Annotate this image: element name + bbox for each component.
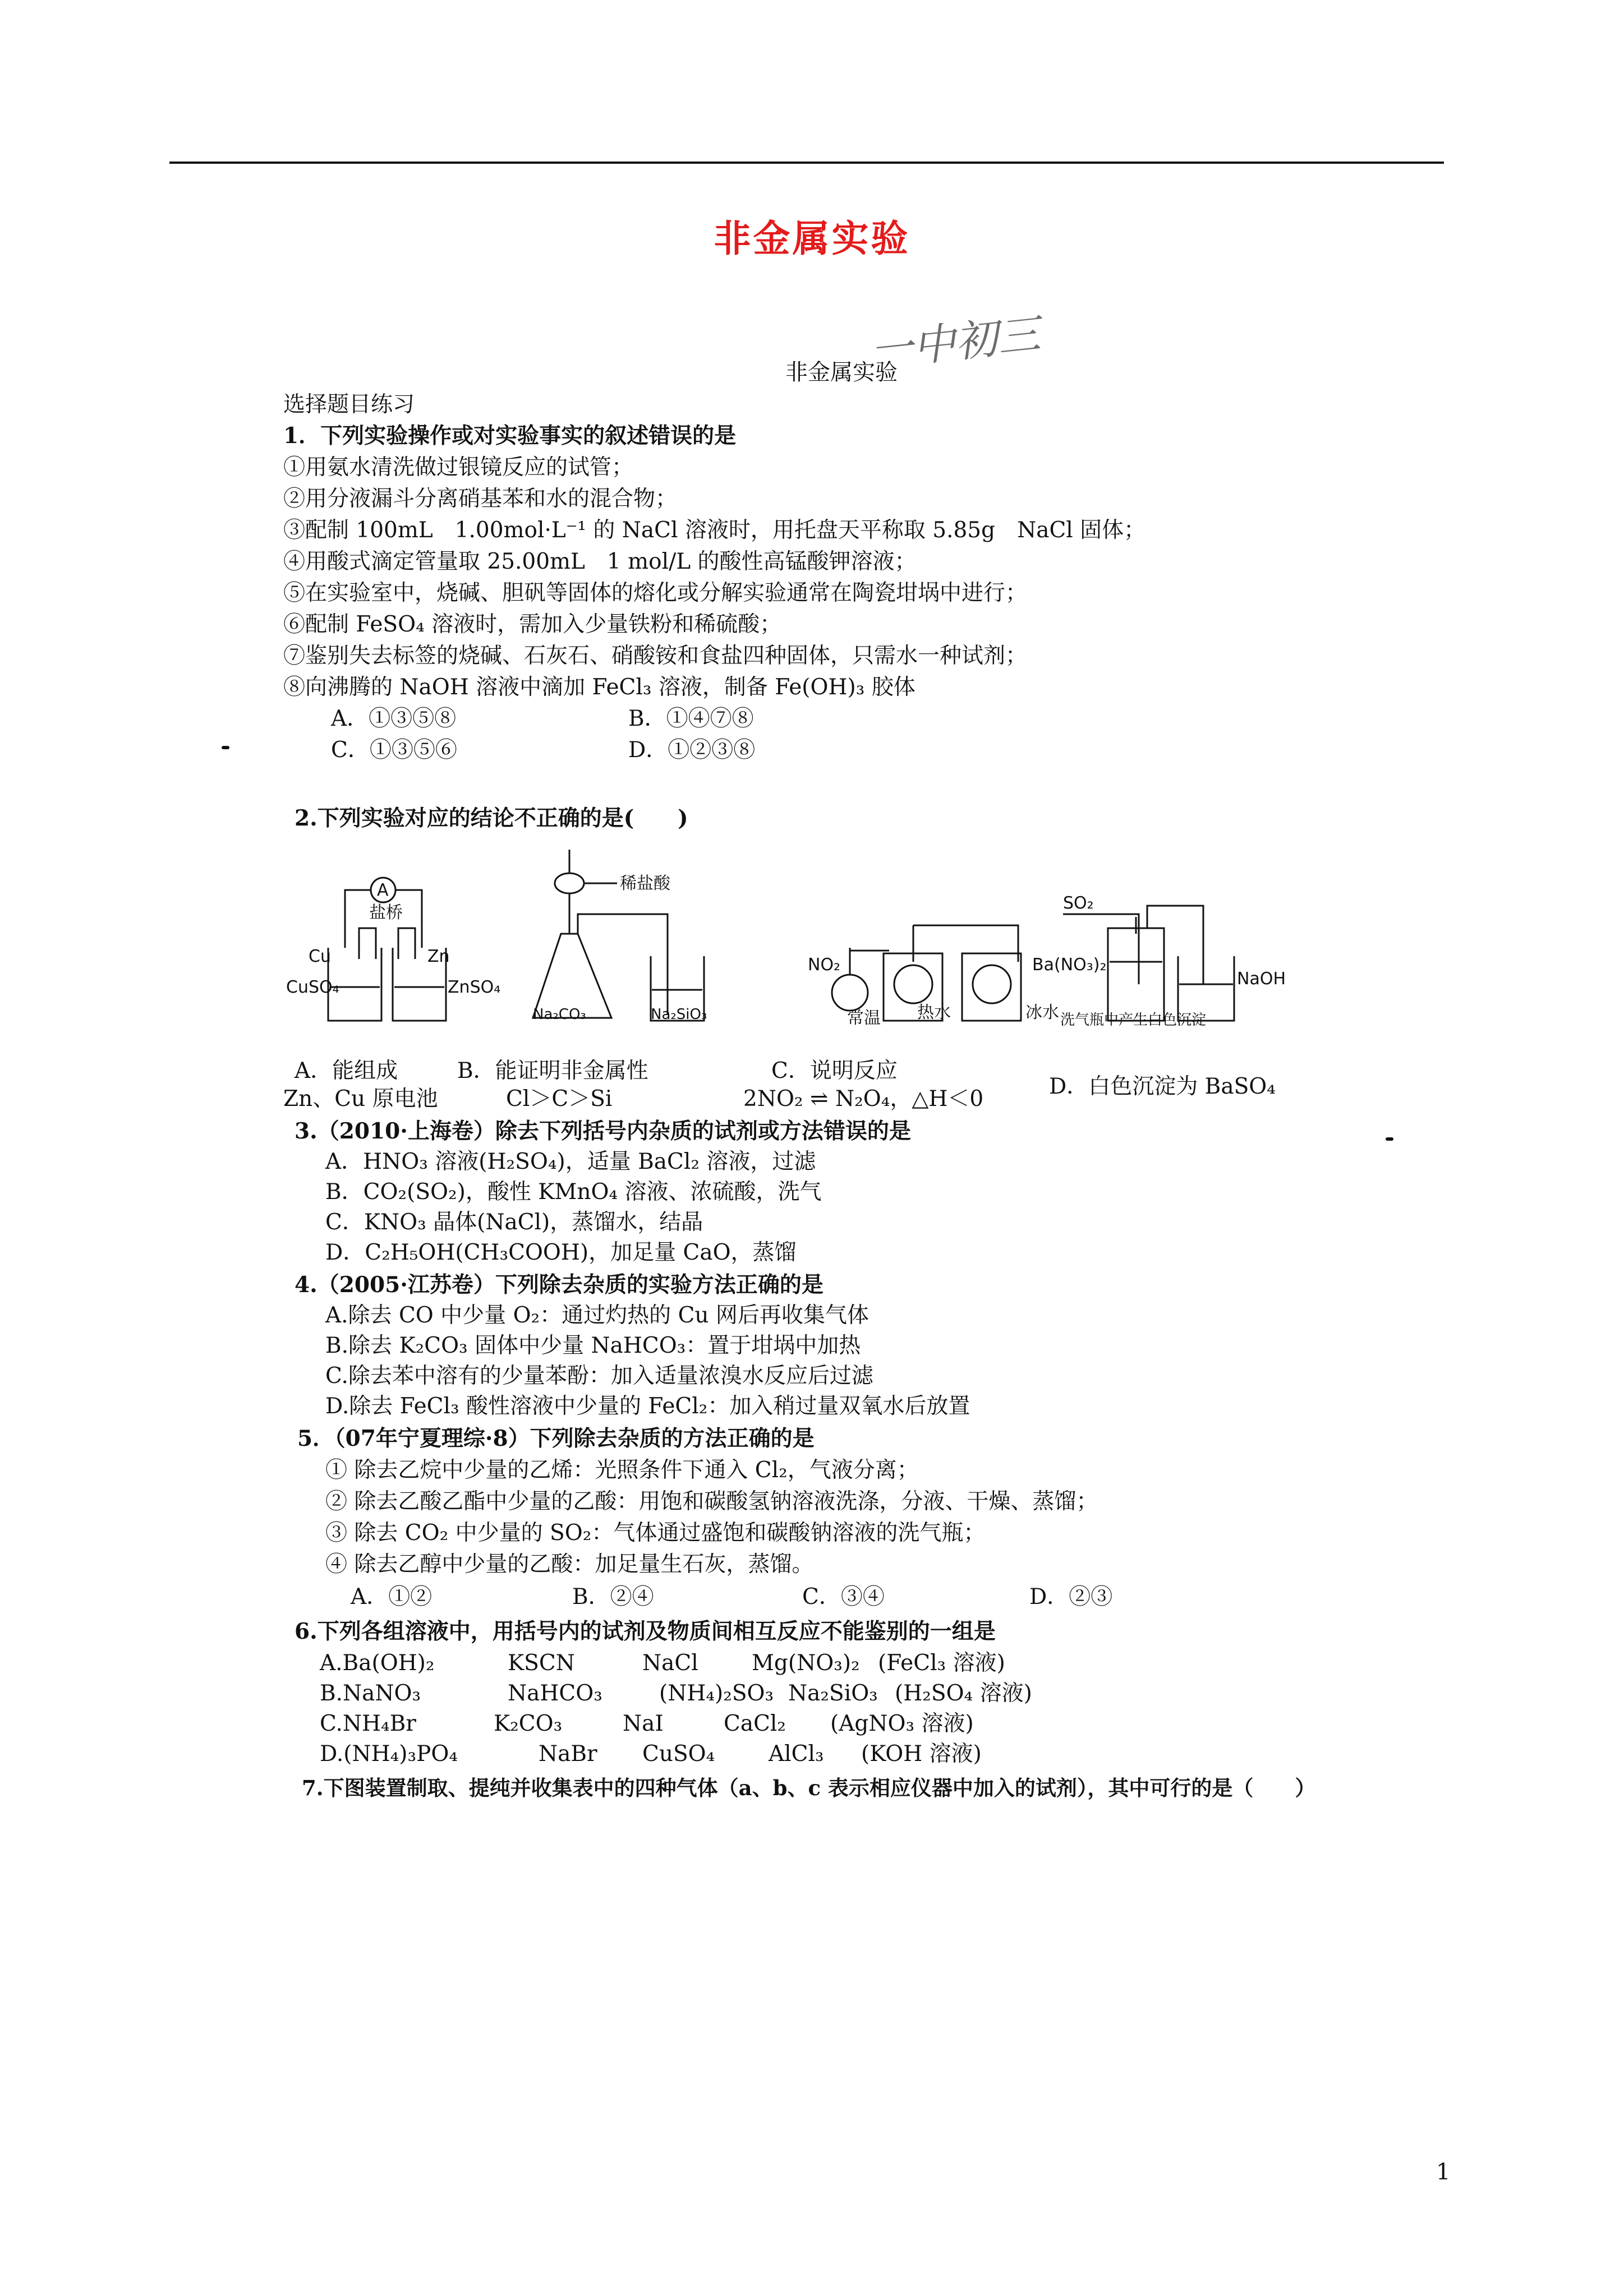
q3-option: D．C₂H₅OH(CH₃COOH)，加足量 CaO，蒸馏: [325, 1240, 797, 1265]
q6-cell: A.Ba(OH)₂: [320, 1650, 435, 1676]
q6-cell: NaCl: [642, 1650, 698, 1676]
q4-option: C.除去苯中溶有的少量苯酚：加入适量浓溴水反应后过滤: [325, 1363, 873, 1389]
q6-stem: 6.下列各组溶液中，用括号内的试剂及物质间相互反应不能鉴别的一组是: [295, 1619, 996, 1644]
q5-option-c: C．③④: [802, 1584, 885, 1610]
q5-option-a: A．①②: [351, 1584, 433, 1610]
na2sio3-label: Na₂SiO₃: [651, 1006, 707, 1023]
q5-option-b: B．②④: [572, 1584, 654, 1610]
q5-item: ② 除去乙酸乙酯中少量的乙酸：用饱和碳酸氢钠溶液洗涤，分液、干燥、蒸馏；: [325, 1489, 1098, 1514]
q6-cell: AlCl₃: [769, 1741, 824, 1767]
q6-cell: Na₂SiO₃: [788, 1681, 878, 1706]
q6-cell: (NH₄)₂SO₃: [659, 1681, 774, 1706]
no2-label: NO₂: [808, 955, 841, 975]
q1-option-c: C．①③⑤⑥: [331, 737, 457, 763]
cu-electrode-label: Cu: [309, 947, 331, 966]
q4-stem: 4.（2005·江苏卷）下列除去杂质的实验方法正确的是: [295, 1272, 823, 1298]
section-heading: 选择题目练习: [283, 392, 415, 417]
ice-water-label: 冰水: [1025, 1003, 1059, 1022]
q1-item: ⑦鉴别失去标签的烧碱、石灰石、硝酸铵和食盐四种固体，只需水一种试剂；: [283, 643, 1028, 668]
q3-stem: 3.（2010·上海卷）除去下列括号内杂质的试剂或方法错误的是: [295, 1118, 911, 1144]
hot-water-label: 热水: [917, 1003, 951, 1022]
q4-option: B.除去 K₂CO₃ 固体中少量 NaHCO₃：置于坩埚中加热: [325, 1333, 861, 1358]
room-temp-label: 常温: [847, 1008, 881, 1028]
q6-cell: C.NH₄Br: [320, 1711, 416, 1736]
q4-option: A.除去 CO 中少量 O₂：通过灼热的 Cu 网后再收集气体: [325, 1303, 869, 1328]
worksheet-title: 非金属实验: [785, 359, 898, 385]
q1-item: ④用酸式滴定管量取 25.00mL 1 mol/L 的酸性高锰酸钾溶液；: [283, 549, 917, 574]
scan-speck: [222, 746, 229, 749]
q1-item: ①用氨水清洗做过银镜反应的试管；: [283, 455, 634, 480]
q6-cell: NaBr: [539, 1741, 597, 1767]
q6-cell: Mg(NO₃)₂: [752, 1650, 860, 1676]
q5-item: ① 除去乙烷中少量的乙烯：光照条件下通入 Cl₂，气液分离；: [325, 1458, 919, 1483]
q1-option-b: B．①④⑦⑧: [628, 706, 754, 731]
handwritten-note: 一中初三: [867, 308, 1043, 376]
cuso4-label: CuSO₄: [286, 978, 339, 997]
scanned-worksheet: [264, 303, 1515, 1845]
scan-speck: [1386, 1137, 1393, 1141]
q2-option-b-line2: Cl＞C＞Si: [506, 1086, 613, 1112]
so2-label: SO₂: [1063, 893, 1094, 913]
naoh-label: NaOH: [1237, 969, 1286, 989]
q2-option-a-line2: Zn、Cu 原电池: [283, 1086, 438, 1112]
q1-item: ⑧向沸腾的 NaOH 溶液中滴加 FeCl₃ 溶液，制备 Fe(OH)₃ 胶体: [283, 675, 915, 700]
q2-option-a-line1: A．能组成: [295, 1058, 398, 1084]
q1-item: ⑥配制 FeSO₄ 溶液时，需加入少量铁粉和稀硫酸；: [283, 612, 782, 637]
wash-bottle-note: 洗气瓶中产生白色沉淀: [1060, 1012, 1207, 1029]
zn-electrode-label: Zn: [427, 947, 450, 966]
q6-cell: (H₂SO₄ 溶液): [895, 1681, 1032, 1706]
q1-stem: 1．下列实验操作或对实验事实的叙述错误的是: [283, 423, 737, 449]
salt-bridge-label: 盐桥: [369, 903, 403, 923]
q2-option-c-line1: C．说明反应: [771, 1058, 898, 1084]
q6-cell: NaHCO₃: [508, 1681, 602, 1706]
header-rule: [169, 162, 1444, 164]
apparatus-drawing: [286, 850, 1296, 1029]
znso4-label: ZnSO₄: [448, 978, 501, 997]
q3-option: C．KNO₃ 晶体(NaCl)，蒸馏水，结晶: [325, 1210, 703, 1235]
q6-cell: KSCN: [508, 1650, 575, 1676]
q3-option: A．HNO₃ 溶液(H₂SO₄)，适量 BaCl₂ 溶液，过滤: [325, 1149, 816, 1174]
q1-item: ③配制 100mL 1.00mol·L⁻¹ 的 NaCl 溶液时，用托盘天平称取 5.85g NaCl 固体；: [283, 518, 1146, 543]
q1-item: ②用分液漏斗分离硝基苯和水的混合物；: [283, 486, 678, 511]
q6-cell: NaI: [623, 1711, 664, 1736]
q6-cell: (AgNO₃ 溶液): [830, 1711, 974, 1736]
q6-cell: CuSO₄: [642, 1741, 715, 1767]
q5-item: ③ 除去 CO₂ 中少量的 SO₂：气体通过盛饱和碳酸钠溶液的洗气瓶；: [325, 1520, 986, 1546]
q1-option-a: A．①③⑤⑧: [331, 706, 457, 731]
q6-cell: D.(NH₄)₃PO₄: [320, 1741, 458, 1767]
q5-option-d: D．②③: [1029, 1584, 1113, 1610]
dilute-hcl-label: 稀盐酸: [620, 874, 670, 893]
q6-cell: (KOH 溶液): [861, 1741, 982, 1767]
q6-cell: B.NaNO₃: [320, 1681, 421, 1706]
ba-no3-label: Ba(NO₃)₂: [1032, 955, 1107, 975]
na2co3-label: Na₂CO₃: [533, 1006, 586, 1023]
page-number: 1: [1436, 2159, 1451, 2185]
q3-option: B．CO₂(SO₂)，酸性 KMnO₄ 溶液、浓硫酸，洗气: [325, 1179, 822, 1205]
q2-option-c-line2: 2NO₂ ⇌ N₂O₄，△H＜0: [743, 1086, 984, 1112]
ammeter-label: A: [377, 880, 389, 900]
q2-apparatus-figures: [286, 850, 1296, 1029]
page-title: 非金属实验: [714, 216, 910, 260]
q2-option-b-line1: B．能证明非金属性: [457, 1058, 648, 1084]
q7-stem: 7.下图装置制取、提纯并收集表中的四种气体（a、b、c 表示相应仪器中加入的试剂），其中可行的是（ ）: [302, 1776, 1316, 1800]
q5-item: ④ 除去乙醇中少量的乙酸：加足量生石灰，蒸馏。: [325, 1552, 814, 1577]
q5-stem: 5．（07年宁夏理综·8）下列除去杂质的方法正确的是: [297, 1426, 815, 1451]
q1-option-d: D．①②③⑧: [628, 737, 756, 763]
q2-option-d: D．白色沉淀为 BaSO₄: [1049, 1074, 1276, 1099]
q6-cell: K₂CO₃: [494, 1711, 563, 1736]
q4-option: D.除去 FeCl₃ 酸性溶液中少量的 FeCl₂：加入稍过量双氧水后放置: [325, 1394, 970, 1419]
q2-stem: 2.下列实验对应的结论不正确的是( ): [295, 805, 688, 831]
q6-cell: CaCl₂: [724, 1711, 786, 1736]
q1-item: ⑤在实验室中，烧碱、胆矾等固体的熔化或分解实验通常在陶瓷坩埚中进行；: [283, 580, 1028, 606]
q6-cell: (FeCl₃ 溶液): [878, 1650, 1005, 1676]
